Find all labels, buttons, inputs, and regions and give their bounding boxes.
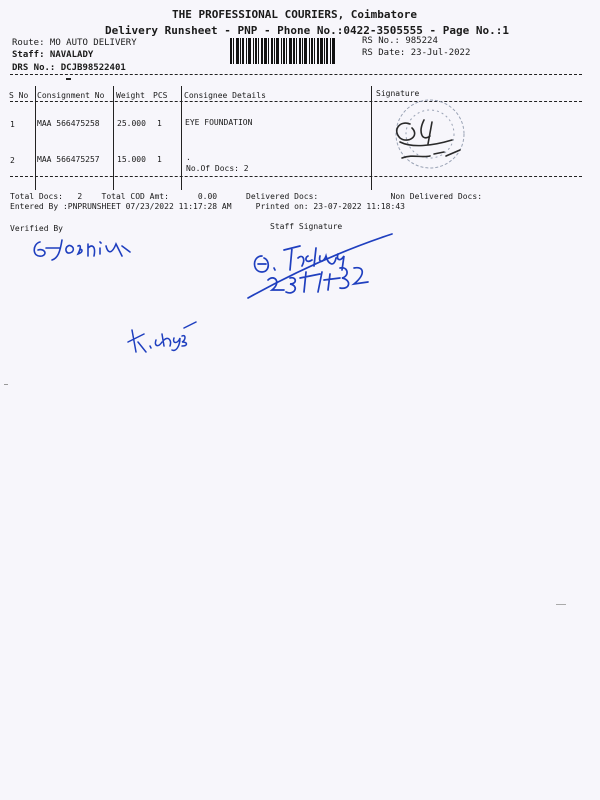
row-sno: 1 (10, 120, 15, 129)
col-header-consignment: Consignment No (37, 91, 105, 100)
rs-date: RS Date: 23-Jul-2022 (362, 48, 471, 58)
col-divider-3 (181, 86, 182, 190)
verifier-signature (30, 234, 134, 264)
verified-by-label: Verified By (10, 224, 63, 233)
row-pcs: 1 (157, 155, 162, 164)
scan-mark (556, 604, 566, 605)
scan-mark (4, 384, 8, 385)
rule-top (10, 74, 582, 75)
runsheet-subtitle: Delivery Runsheet - PNP - Phone No.:0422-3505555 - Page No.:1 (105, 24, 509, 37)
staff-label: Staff: NAVALADY (12, 50, 94, 60)
row-sno: 2 (10, 156, 15, 165)
col-header-consignee: Consignee Details (184, 91, 266, 100)
barcode (230, 38, 350, 64)
rule-table-bottom (10, 176, 582, 177)
col-divider-2 (113, 86, 114, 190)
row-pcs: 1 (157, 119, 162, 128)
rs-number: RS No.: 985224 (362, 36, 438, 46)
col-header-pcs: PCS (153, 91, 168, 100)
row-consignee: EYE FOUNDATION (185, 118, 253, 127)
staff-signature (244, 228, 398, 308)
col-header-weight: Weight (116, 91, 145, 100)
receiver-stamp-signature (372, 96, 482, 182)
initials-scribble (124, 312, 200, 358)
col-header-signature: Signature (376, 89, 420, 98)
summary-entered-by: Entered By :PNPRUNSHEET 07/23/2022 11:17:28 AM Printed on: 23-07-2022 11:18:43 (10, 202, 405, 211)
col-header-sno: S No (9, 91, 29, 100)
row-weight: 15.000 (117, 155, 146, 164)
drs-number: DRS No.: DCJB98522401 (12, 63, 126, 73)
summary-totals: Total Docs: 2 Total COD Amt: 0.00 Delivered Docs: Non Delivered Docs: (10, 192, 483, 201)
route-label: Route: MO AUTO DELIVERY (12, 38, 137, 48)
row-consignment: MAA 566475257 (37, 155, 100, 164)
row-consignment: MAA 566475258 (37, 119, 100, 128)
row-doc-count: No.Of Docs: 2 (186, 164, 249, 173)
row-weight: 25.000 (117, 119, 146, 128)
staff-signature-label: Staff Signature (270, 222, 343, 231)
scan-mark (66, 78, 71, 80)
col-divider-1 (35, 86, 36, 190)
rule-header-bottom (10, 101, 582, 102)
receiver-signature (397, 120, 460, 158)
company-title: THE PROFESSIONAL COURIERS, Coimbatore (172, 8, 418, 21)
row-consignee: . (186, 153, 191, 162)
